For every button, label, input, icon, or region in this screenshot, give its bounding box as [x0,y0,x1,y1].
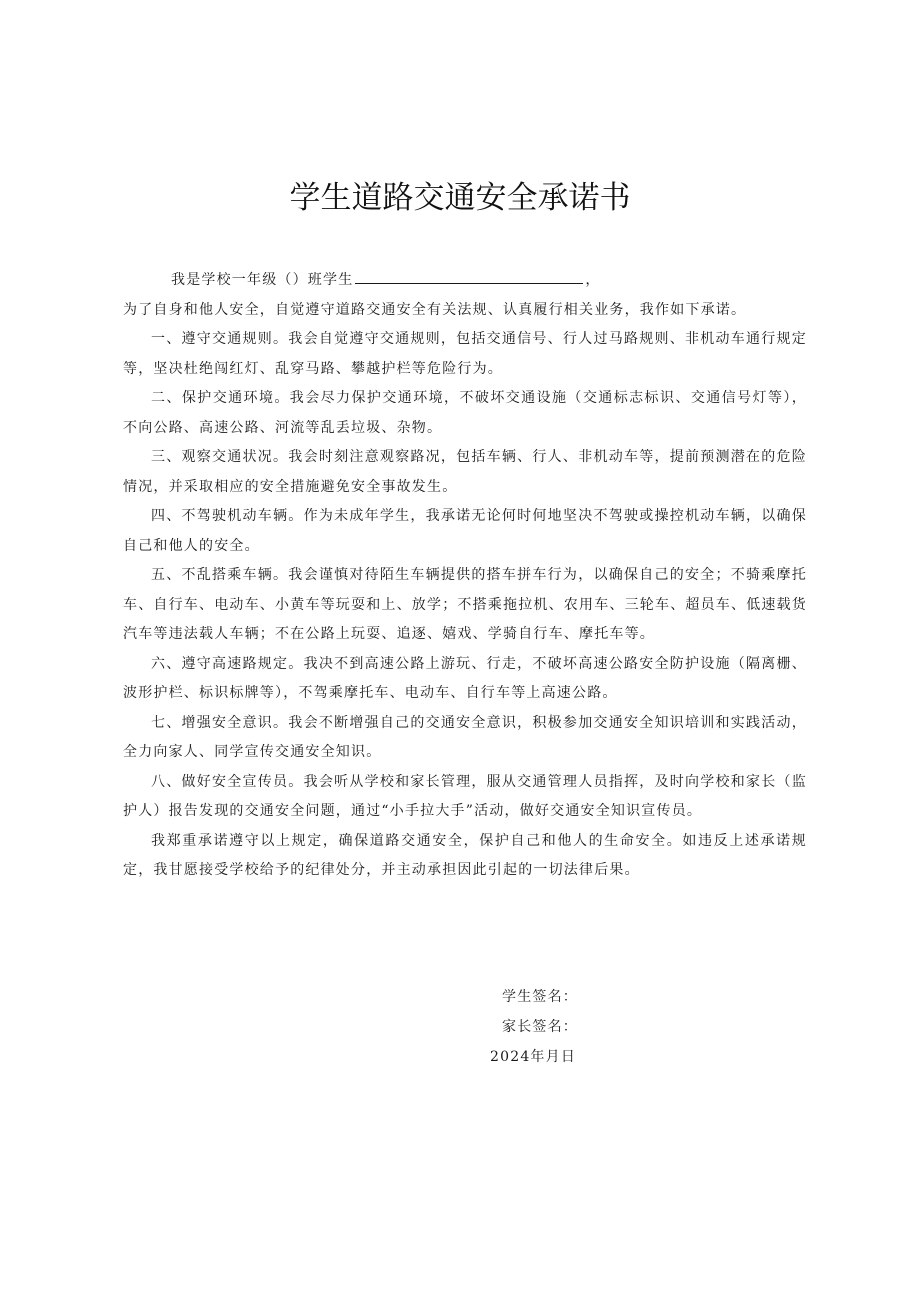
paragraph-7: 七、增强安全意识。我会不断增强自己的交通安全意识，积极参加交通安全知识培训和实践活动，全力向家人、同学宣传交通安全知识。 [123,714,807,760]
document-body [123,266,807,886]
signature-date: 2024年月日 [490,1049,577,1065]
student-signature-label: 学生签名： [502,989,578,1005]
intro-suffix: ， [585,272,601,288]
paragraph-2: 二、保护交通环境。我会尽力保护交通环境，不破坏交通设施（交通标志标识、交通信号灯等），不向公路、高速公路、河流等乱丢垃圾、杂物。 [123,390,807,436]
paragraph-3: 三、观察交通状况。我会时刻注意观察路况，包括车辆、行人、非机动车等，提前预测潜在的危险情况，并采取相应的安全措施避免安全事故发生。 [123,449,807,495]
paragraph-8: 八、做好安全宣传员。我会听从学校和家长管理，服从交通管理人员指挥，及时向学校和家长（监护人）报告发现的交通安全问题，通过“小手拉大手”活动，做好交通安全知识宣传员。 [123,773,807,819]
paragraph-6: 六、遵守高速路规定。我决不到高速公路上游玩、行走，不破坏高速公路安全防护设施（隔离栅、波形护栏、标识标牌等），不驾乘摩托车、电动车、自行车等上高速公路。 [123,655,807,701]
parent-signature-label: 家长签名： [502,1019,578,1035]
paragraph-1: 一、遵守交通规则。我会自觉遵守交通规则，包括交通信号、行人过马路规则、非机动车通行规定等，坚决杜绝闯红灯、乱穿马路、攀越护栏等危险行为。 [123,331,807,377]
page-title: 学生道路交通安全承诺书 [289,180,631,216]
intro-line [123,266,807,296]
closing-paragraph: 我郑重承诺遵守以上规定，确保道路交通安全，保护自己和他人的生命安全。如违反上述承诺规定，我甘愿接受学校给予的纪律处分，并主动承担因此引起的一切法律后果。 [123,832,807,878]
signature-block [490,982,690,1072]
paragraph-4: 四、不驾驶机动车辆。作为未成年学生，我承诺无论何时何地坚决不驾驶或操控机动车辆，以确保自己和他人的安全。 [123,508,807,554]
lead-line: 为了自身和他人安全，自觉遵守道路交通安全有关法规、认真履行相关业务，我作如下承诺。 [123,301,747,318]
intro-prefix: 我是学校一年级（）班学生 [171,272,354,288]
paragraph-5: 五、不乱搭乘车辆。我会谨慎对待陌生车辆提供的搭车拼车行为，以确保自己的安全；不骑乘摩托车、自行车、电动车、小黄车等玩耍和上、放学；不搭乘拖拉机、农用车、三轮车、超员车、低速载货汽车等违法载人车辆；不在公路上玩耍、追逐、嬉戏、学骑自行车、摩托车等。 [123,567,807,642]
student-name-blank [355,269,583,284]
